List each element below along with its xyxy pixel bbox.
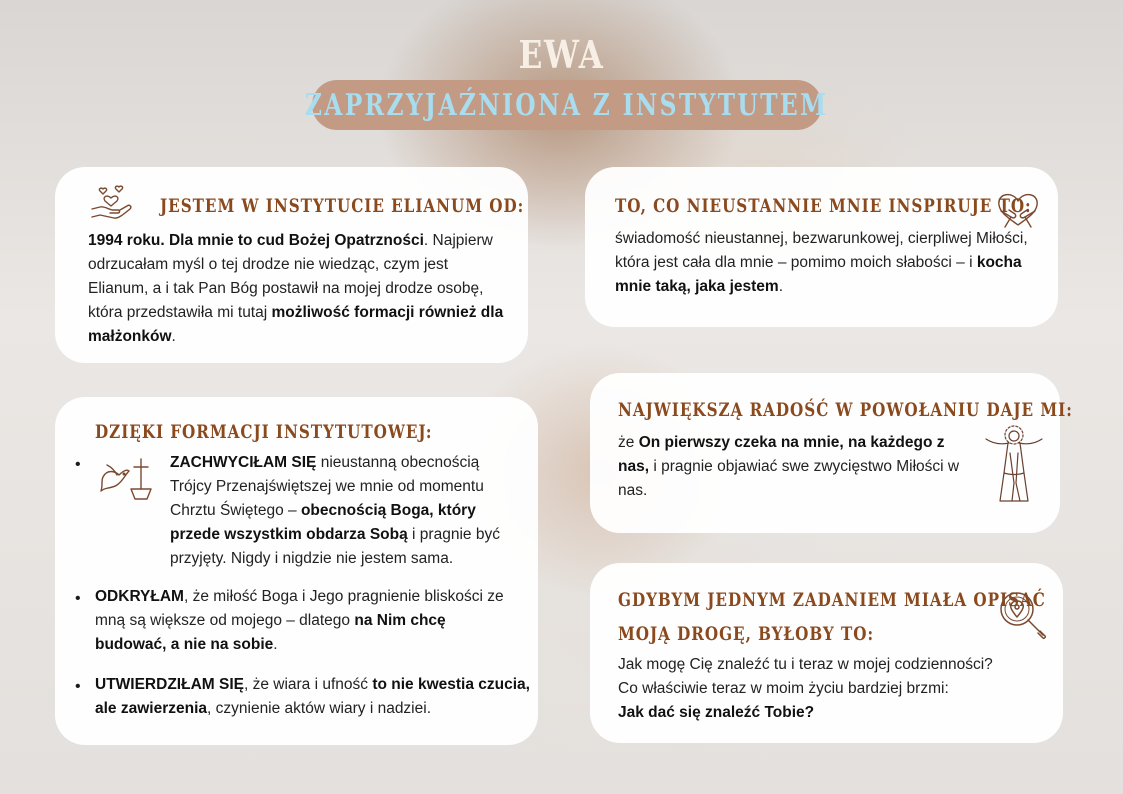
bullet-1 (95, 451, 515, 571)
bullet1-bold2: obecnością Boga, który przede wszystkim obdarza Sobą (170, 502, 476, 543)
card4-text2: i pragnie objawiać swe zwycięstwo Miłości w nas. (618, 458, 960, 499)
card1-text (88, 229, 508, 349)
card5-line2: Co właściwie teraz w moim życiu bardziej brzmi: (618, 680, 949, 697)
card-joined-since (55, 167, 528, 363)
card5-heading-line2: MOJĄ DROGĘ, BYŁOBY TO: (618, 623, 875, 645)
card4-text (618, 431, 978, 503)
card5-text (618, 653, 1038, 725)
card4-heading: NAJWIĘKSZĄ RADOŚĆ W POWOŁANIU DAJE MI: (618, 399, 1073, 421)
card-formation (55, 397, 538, 745)
subtitle-text: ZAPRZYJAŹNIONA Z INSTYTUTEM (305, 87, 829, 123)
search-location-icon (995, 587, 1051, 643)
card4-text1: że (618, 434, 639, 451)
bullet1-text2: i pragnie być przyjęty. Nigdy i nigdzie nie jestem sama. (170, 526, 500, 567)
bullet-dot-2: • (75, 590, 81, 607)
bullet1-text1: nieustanną obecnością Trójcy Przenajświętszej we mnie od momentu Chrztu Świętego – (170, 454, 484, 519)
bullet-3 (95, 673, 530, 721)
card4-bold1: On pierwszy czeka na mnie, na każdego z nas, (618, 434, 945, 475)
bullet-2 (95, 585, 520, 657)
card2-text2: . (778, 278, 784, 295)
card1-heading: JESTEM W INSTYTUCIE ELIANUM OD: (160, 195, 525, 217)
hands-heart-icon (88, 179, 134, 225)
card5-line1: Jak mogę Cię znaleźć tu i teraz w mojej codzienności? (618, 656, 993, 673)
card3-heading: DZIĘKI FORMACJI INSTYTUTOWEJ: (95, 421, 433, 443)
card1-text2: Najpierw odrzucałam myśl o tej drodze nie wiedząc, czym jest Elianum, a i tak Pan Bóg postawił na mojej drodze osobę, która przedstawiła mi tutaj (88, 232, 493, 321)
bullet2-bold1: ODKRYŁAM (95, 588, 184, 605)
card2-text1: świadomość nieustannej, bezwarunkowej, cierpliwej Miłości, która jest cała dla mnie – pomimo moich słabości – i (615, 230, 1028, 271)
bullet3-bold2: to nie kwestia czucia, ale zawierzenia (95, 676, 530, 717)
card2-heading: TO, CO NIEUSTANNIE MNIE INSPIRUJE TO: (615, 195, 1032, 217)
bullet3-text1: , że wiara i ufność (243, 676, 373, 693)
card1-text1: . (423, 232, 429, 249)
card5-heading-line1: GDYBYM JEDNYM ZADANIEM MIAŁA OPISAĆ (618, 589, 1046, 611)
card2-bold1: kocha mnie taką, jaka jestem (615, 254, 1022, 295)
card-inspiration (585, 167, 1058, 327)
bullet1-bold1: ZACHWYCIŁAM SIĘ (170, 454, 317, 471)
bullet2-bold2: na Nim chcę budować, a nie na sobie (95, 612, 446, 653)
bullet-dot-1: • (75, 456, 81, 473)
bullet3-text2: , czynienie aktów wiary i nadziei. (207, 700, 432, 717)
risen-christ-icon (982, 423, 1046, 507)
card1-bold2: możliwość formacji również dla małżonków (88, 304, 504, 345)
card1-text3: . (171, 328, 176, 345)
bullet-dot-3: • (75, 678, 81, 695)
page-title: EWA (518, 32, 605, 77)
card2-text (615, 227, 1037, 299)
card-question (590, 563, 1063, 743)
card1-bold1: 1994 roku. Dla mnie to cud Bożej Opatrzności (88, 232, 424, 249)
card-joy (590, 373, 1073, 533)
bullet2-text2: . (273, 636, 278, 653)
bullet2-text1: , że miłość Boga i Jego pragnienie bliskości ze mną są większe od mojego – dlatego (95, 588, 504, 629)
bullet3-bold1: UTWIERDZIŁAM SIĘ (95, 676, 244, 693)
card5-bold-line: Jak dać się znaleźć Tobie? (618, 704, 815, 721)
subtitle-banner (305, 80, 829, 130)
